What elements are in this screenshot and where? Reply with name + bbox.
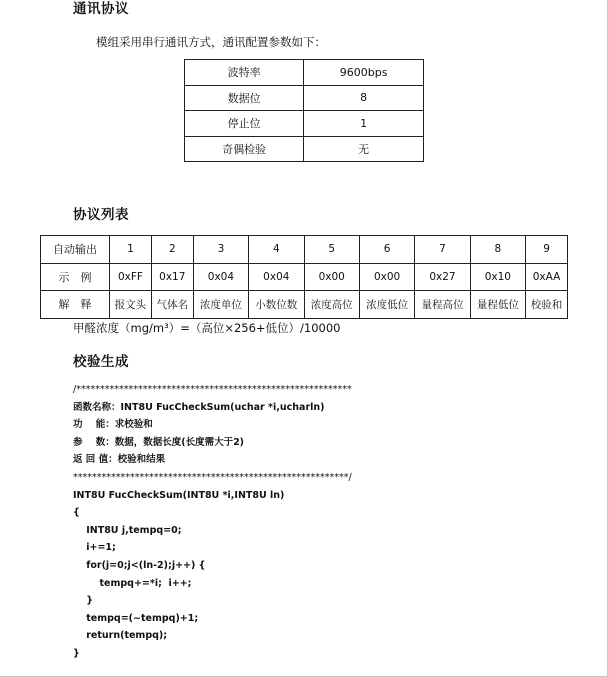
protocol-cell: 浓度低位 <box>359 291 414 319</box>
code-line: **********************************************************/ <box>73 471 352 483</box>
protocol-cell: 2 <box>151 236 193 264</box>
protocol-row-header: 示 例 <box>41 263 110 291</box>
code-line: for(j=0;j<(ln-2);j++) { <box>73 559 206 571</box>
config-label: 奇偶检验 <box>185 136 304 162</box>
protocol-cell: 量程低位 <box>470 291 525 319</box>
protocol-cell: 气体名 <box>151 291 193 319</box>
concentration-formula: 甲醛浓度（mg/m³）=（高位×256+低位）/10000 <box>73 321 341 335</box>
code-line: /********************************************************** <box>73 384 352 395</box>
protocol-cell: 0x04 <box>249 263 304 291</box>
comm-intro: 模组采用串行通讯方式，通讯配置参数如下： <box>96 35 326 49</box>
code-line: 功 能：求校验和 <box>73 419 153 431</box>
section-title-protocol: 协议列表 <box>73 207 129 223</box>
code-line: 函数名称：INT8U FucCheckSum(uchar *i,ucharln) <box>73 401 325 413</box>
protocol-cell: 小数位数 <box>249 291 304 319</box>
config-label: 停止位 <box>185 111 304 137</box>
protocol-row <box>41 236 568 264</box>
config-value: 8 <box>304 85 424 111</box>
protocol-cell: 校验和 <box>526 291 568 319</box>
protocol-cell: 浓度高位 <box>304 291 359 319</box>
config-table <box>184 59 424 162</box>
code-line: i+=1; <box>73 542 116 554</box>
code-line: { <box>73 507 80 519</box>
config-row <box>185 111 424 137</box>
protocol-row-header: 自动输出 <box>41 236 110 264</box>
protocol-cell: 0x00 <box>304 263 359 291</box>
config-row <box>185 85 424 111</box>
protocol-cell: 0x27 <box>415 263 470 291</box>
protocol-row <box>41 263 568 291</box>
code-line: tempq+=*i; i++; <box>73 577 192 589</box>
protocol-cell: 0x04 <box>193 263 248 291</box>
code-line: 返 回 值：校验和结果 <box>73 454 166 466</box>
section-title-checksum: 校验生成 <box>73 354 129 370</box>
protocol-cell: 浓度单位 <box>193 291 248 319</box>
config-label: 数据位 <box>185 85 304 111</box>
protocol-row-header: 解 释 <box>41 291 110 319</box>
code-line: return(tempq); <box>73 630 168 642</box>
config-value: 1 <box>304 111 424 137</box>
protocol-table <box>40 235 568 319</box>
protocol-cell: 0x17 <box>151 263 193 291</box>
config-row <box>185 136 424 162</box>
code-line: } <box>73 595 93 607</box>
protocol-cell: 0x10 <box>470 263 525 291</box>
protocol-cell: 1 <box>110 236 152 264</box>
code-line: tempq=(~tempq)+1; <box>73 612 199 624</box>
code-line: INT8U FucCheckSum(INT8U *i,INT8U ln) <box>73 489 285 501</box>
protocol-row <box>41 291 568 319</box>
config-value: 无 <box>304 136 424 162</box>
protocol-cell: 9 <box>526 236 568 264</box>
protocol-cell: 8 <box>470 236 525 264</box>
checksum-code-block <box>73 381 352 663</box>
config-row <box>185 60 424 86</box>
config-value: 9600bps <box>304 60 424 86</box>
code-line: 参 数：数据，数据长度(长度需大于2) <box>73 436 245 448</box>
protocol-cell: 0xAA <box>526 263 568 291</box>
protocol-cell: 4 <box>249 236 304 264</box>
config-label: 波特率 <box>185 60 304 86</box>
protocol-cell: 0x00 <box>359 263 414 291</box>
section-title-comm: 通讯协议 <box>73 1 129 17</box>
protocol-cell: 6 <box>359 236 414 264</box>
code-line: } <box>73 647 80 659</box>
protocol-cell: 0xFF <box>110 263 152 291</box>
protocol-cell: 报文头 <box>110 291 152 319</box>
protocol-cell: 3 <box>193 236 248 264</box>
protocol-cell: 7 <box>415 236 470 264</box>
protocol-cell: 量程高位 <box>415 291 470 319</box>
protocol-cell: 5 <box>304 236 359 264</box>
code-line: INT8U j,tempq=0; <box>73 524 182 536</box>
